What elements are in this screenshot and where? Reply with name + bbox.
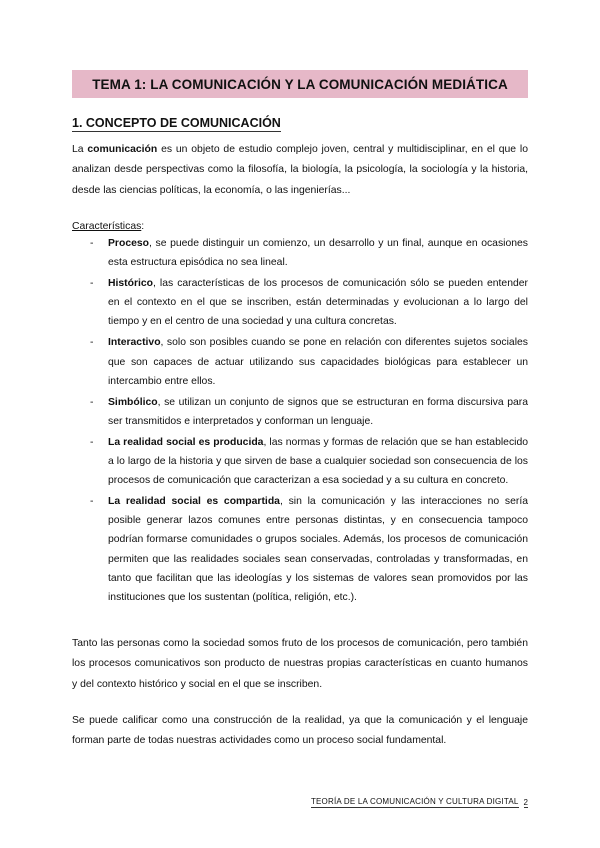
intro-paragraph	[72, 140, 528, 201]
characteristics-label-text: Características	[72, 221, 142, 232]
item-term: Interactivo	[108, 337, 161, 349]
list-item: - La realidad social es producida, las normas y formas de relación que se han establecido a lo largo de la historia y que sirven de base a cualquier sociedad son consecuencia de los procesos de comunicación que caracterizan a esa sociedad y a su cultura en concreto.	[90, 436, 529, 487]
item-term: Simbólico	[108, 396, 158, 408]
page-number: 2	[523, 797, 528, 807]
item-text: , se puede distinguir un comienzo, un desarrollo y un final, aunque en ocasiones esta estructura episódica no sea lineal.	[108, 238, 528, 269]
item-term: Histórico	[108, 278, 154, 290]
characteristics-list	[72, 234, 528, 609]
list-item: - La realidad social es compartida, sin la comunicación y las interacciones no sería posible generar lazos comunes entre personas distintas, y en consecuencia tampoco podrían formarse comunidades o grupos sociales. Además, los procesos de comunicación permiten que las realidades sociales sean conservadas, controladas y transformadas, en tanto que facilitan que las ideologías y los sistemas de valores sean promovidos por las instituciones que los sustentan (política, religión, etc.).	[90, 496, 528, 603]
item-text: , sin la comunicación y las interacciones no sería posible generar lazos comunes entre personas distintas, y en consecuencia tampoco podrían formarse comunidades o grupos sociales. Además, los procesos de comunicación permiten que las realidades sociales sean conservadas, controladas y transformadas, en tanto que facilitan que las ideologías y los sistemas de valores sean promovidos por las instituciones que los sustentan (política, religión, etc.).	[108, 496, 528, 603]
document-page	[72, 0, 528, 848]
chapter-title-banner	[72, 70, 528, 98]
chapter-title: TEMA 1: LA COMUNICACIÓN Y LA COMUNICACIÓN MEDIÁTICA	[92, 76, 508, 92]
item-term: Proceso	[108, 238, 150, 249]
section-heading: 1. CONCEPTO DE COMUNICACIÓN	[72, 116, 281, 130]
item-text: , las características de los procesos de comunicación sólo se pueden entender en el contexto en el que se inscriben, están determinadas y evolucionan a lo largo del tiempo y en el centro de una sociedad y una cultura concretas.	[108, 278, 528, 328]
item-term: La realidad social es producida	[108, 436, 264, 448]
item-text: , las normas y formas de relación que se han establecido a lo largo de la historia y que sirven de base a cualquier sociedad son consecuencia de los procesos de comunicación que caracterizan a esa sociedad y a su cultura en concreto.	[108, 436, 529, 487]
paragraph-people-society: Tanto las personas como la sociedad somos fruto de los procesos de comunicación, pero también los procesos comunicativos son producto de nuestras propias características en cuanto humanos y del contexto histórico y social en el que se inscriben.	[72, 638, 528, 690]
item-term: La realidad social es compartida	[108, 496, 280, 508]
page-footer	[311, 797, 528, 808]
list-item: - Interactivo, solo son posibles cuando se pone en relación con diferentes sujetos sociales que son capaces de actuar utilizando sus capacidades biológicas para establecer un intercambio entre ellos.	[90, 337, 528, 387]
intro-pre: La	[72, 144, 88, 155]
item-text: , se utilizan un conjunto de signos que se estructuran en forma discursiva para ser transmitidos e interpretados y conforman un lenguaje.	[108, 396, 528, 427]
list-item: - Simbólico, se utilizan un conjunto de signos que se estructuran en forma discursiva para ser transmitidos e interpretados y conforman un lenguaje.	[90, 396, 528, 427]
list-item: - Proceso, se puede distinguir un comienzo, un desarrollo y un final, aunque en ocasiones esta estructura episódica no sea lineal.	[90, 238, 528, 269]
footer-course-title: TEORÍA DE LA COMUNICACIÓN Y CULTURA DIGITAL	[310, 797, 519, 806]
item-text: , solo son posibles cuando se pone en relación con diferentes sujetos sociales que son capaces de actuar utilizando sus capacidades biológicas para establecer un intercambio entre ellos.	[108, 337, 528, 387]
intro-text: es un objeto de estudio complejo joven, central y multidisciplinar, en el que lo analizan desde perspectivas como la filosofía, la biología, la psicología, la sociología y la historia, desde las ciencias políticas, la economía, o las ingenierías...	[72, 144, 528, 196]
paragraph-construction-reality: Se puede calificar como una construcción de la realidad, ya que la comunicación y el lenguaje forman parte de todas nuestras actividades como un proceso social fundamental.	[72, 715, 528, 747]
characteristics-colon: :	[141, 221, 145, 232]
list-item: - Histórico, las características de los procesos de comunicación sólo se pueden entender en el contexto en el que se inscriben, están determinadas y evolucionan a lo largo del tiempo y en el centro de una sociedad y una cultura concretas.	[90, 278, 528, 328]
intro-term: comunicación	[87, 144, 158, 155]
